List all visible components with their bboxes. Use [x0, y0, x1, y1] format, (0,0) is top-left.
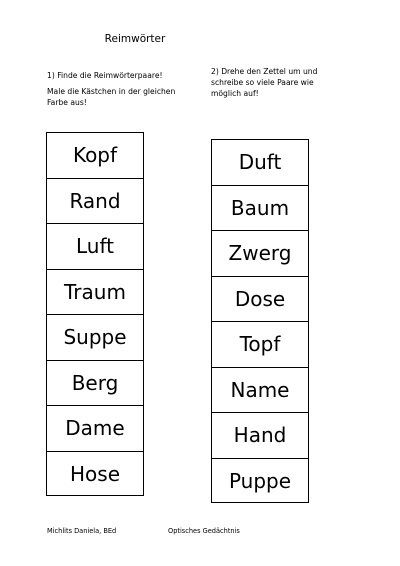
word-box[interactable]: Duft [212, 140, 308, 186]
word-box[interactable]: Rand [47, 179, 143, 225]
left-word-column [46, 132, 144, 496]
word-box[interactable]: Kopf [47, 133, 143, 179]
instruction-step-2: 2) Drehe den Zettel um und schreibe so viele Paare wie möglich auf! [211, 67, 318, 98]
word-box[interactable]: Hose [70, 462, 120, 487]
word-box[interactable]: Baum [212, 186, 308, 232]
word-box[interactable]: Hand [212, 413, 308, 459]
footer-author: Michlits Daniela, BEd [47, 527, 117, 535]
word-box[interactable]: Luft [47, 224, 143, 270]
instruction-color-boxes: Male die Kästchen in der gleichen Farbe aus! [47, 87, 176, 107]
right-word-column [211, 139, 309, 503]
word-box[interactable]: Suppe [47, 315, 143, 361]
footer-subject: Optisches Gedächtnis [168, 527, 240, 535]
word-box[interactable]: Dose [212, 277, 308, 323]
word-box[interactable]: Zwerg [212, 231, 308, 277]
word-box[interactable]: Berg [47, 361, 143, 407]
word-box[interactable]: Name [212, 368, 308, 414]
word-box[interactable]: Puppe [228, 469, 292, 494]
word-box[interactable]: Topf [212, 322, 308, 368]
word-box[interactable]: Dame [47, 406, 143, 452]
instruction-step-1: 1) Finde die Reimwörterpaare! [47, 71, 163, 80]
worksheet-title: Reimwörter [104, 33, 166, 45]
word-box[interactable]: Traum [47, 270, 143, 316]
